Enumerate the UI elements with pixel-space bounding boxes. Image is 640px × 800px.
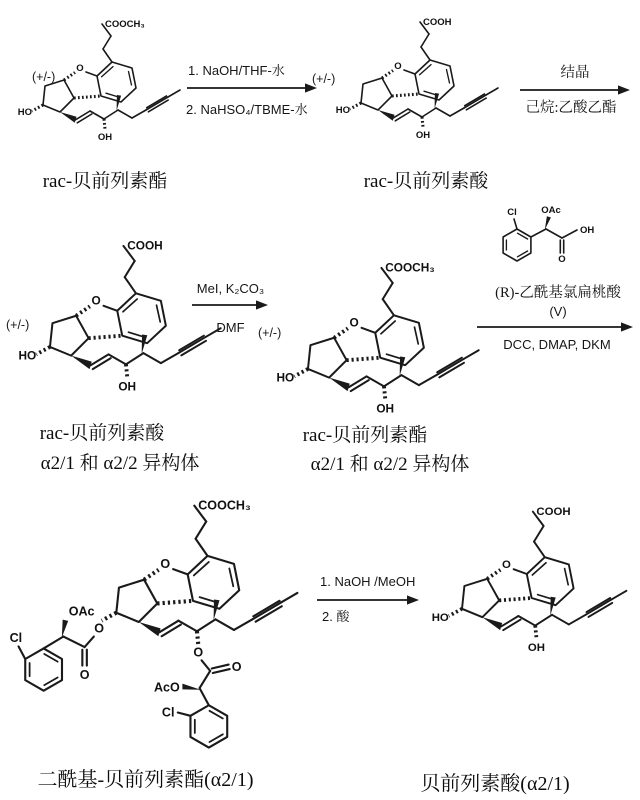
reaction-arrow-3 xyxy=(191,298,269,312)
structure-label-s4: rac-贝前列素酯 xyxy=(302,425,428,446)
cl-label: Cl xyxy=(161,705,175,720)
stereo-label-s1: (+/-) xyxy=(32,70,56,84)
reagent-v-number: (V) xyxy=(549,304,567,319)
reaction1-conditions-above: 1. NaOH/THF-水 xyxy=(188,63,285,78)
structure-rac-beraprost-acid-isomers xyxy=(6,236,231,398)
carbonyl-oxygen-label: O xyxy=(558,254,566,265)
reaction-arrow-2 xyxy=(519,83,631,97)
ester-oxygen-label: O xyxy=(193,645,204,660)
structure-label-s5: 二酰基-贝前列素酯(α2/1) xyxy=(37,769,254,791)
reaction5-conditions-above: 1. NaOH /MeOH xyxy=(320,574,416,589)
structure-sublabel-s4: α2/1 和 α2/2 异构体 xyxy=(310,454,470,475)
cl-label: Cl xyxy=(9,630,23,645)
chlorophenyl-ring xyxy=(190,705,227,747)
structure-label-s1: rac-贝前列素酯 xyxy=(42,171,168,192)
stereo-label-s3: (+/-) xyxy=(6,318,30,332)
structure-acetyl-chloromandelic-acid xyxy=(488,198,608,278)
acid-group-label: COOH xyxy=(423,17,452,28)
oac-label: OAc xyxy=(541,205,561,216)
benzene-ring xyxy=(503,229,531,261)
oh-label: OH xyxy=(415,130,431,141)
carbonyl-oxygen-label: O xyxy=(79,667,90,682)
oh-label: OH xyxy=(118,379,137,394)
ho-label: HO xyxy=(18,348,37,363)
structure-diacyl-beraprost-ester xyxy=(0,487,304,753)
aco-label: AcO xyxy=(153,680,180,695)
structure-sublabel-s3: α2/1 和 α2/2 异构体 xyxy=(40,453,200,474)
stereo-label-s4: (+/-) xyxy=(258,326,282,340)
reaction4-conditions-below: DCC, DMAP, DKM xyxy=(503,337,611,352)
oh-label: OH xyxy=(580,225,595,236)
ester-oxygen-label: O xyxy=(94,621,105,636)
carbonyl-oxygen-label: O xyxy=(231,659,242,674)
ester-group-label: COOCH₃ xyxy=(198,498,251,513)
reaction-scheme: O COOCH₃ HO OH (+/-) rac-贝前列素酯 1. NaOH/THF-水 2. NaHSO₄/TBME-水 COOH HO OH (+/-) rac-贝前列素酸 结晶 己烷:乙酸乙酯 COOH HO OH (+/-) rac-贝前列素酸 α2/1 和 α2/2 异构体 MeI, K₂CO₃ DMF COOCH₃ HO OH (+/-) rac-贝前列素酯 α2/1 和 α2/2 异构体 Cl OAc OH O (R)-乙酰基氯扁桃酸 (V) DCC, DMAP, DKM COOCH₃ O O OAc Cl O O AcO Cl 二酰基-贝前列素酯(α2/1) 1. NaOH /MeOH 2. 酸 COOH HO OH 贝前列素酸(α2/1) xyxy=(0,0,640,800)
reagent-v-label: (R)-乙酰基氯扁桃酸 xyxy=(495,285,621,301)
ho-label: HO xyxy=(431,611,449,624)
oac-label: OAc xyxy=(68,604,95,619)
structure-label-s3: rac-贝前列素酸 xyxy=(39,423,165,444)
reaction1-conditions-below: 2. NaHSO₄/TBME-水 xyxy=(186,102,308,117)
reaction-arrow-4 xyxy=(476,320,634,334)
reaction2-conditions-above: 结晶 xyxy=(560,65,590,81)
structure-label-s2: rac-贝前列素酸 xyxy=(363,171,489,192)
ho-label: HO xyxy=(276,370,295,385)
reaction5-conditions-below: 2. 酸 xyxy=(322,609,350,624)
ester-group-label: COOCH₃ xyxy=(105,19,145,30)
oh-label: OH xyxy=(376,401,395,416)
oh-label: OH xyxy=(97,132,113,143)
side-chain-mandelate-ester xyxy=(178,660,230,747)
ho-label: HO xyxy=(335,105,350,116)
oh-label: OH xyxy=(527,641,545,654)
structure-beraprost-acid xyxy=(420,502,636,658)
reaction2-conditions-below: 己烷:乙酸乙酯 xyxy=(525,100,617,116)
structure-label-s6: 贝前列素酸(α2/1) xyxy=(420,773,570,795)
reaction-arrow-5 xyxy=(316,593,420,607)
ho-label: HO xyxy=(17,107,32,118)
cl-label: Cl xyxy=(507,207,517,218)
acid-group-label: COOH xyxy=(536,506,571,519)
acid-group-label: COOH xyxy=(127,238,163,253)
chlorophenyl-ring xyxy=(25,648,62,690)
structure-rac-beraprost-acid xyxy=(326,14,506,144)
reaction3-conditions-above: MeI, K₂CO₃ xyxy=(196,281,265,296)
ester-group-label: COOCH₃ xyxy=(385,260,435,275)
reaction3-conditions-below: DMF xyxy=(216,320,245,335)
reaction-arrow-1 xyxy=(186,81,318,95)
stereo-label-s2: (+/-) xyxy=(312,72,336,86)
structure-rac-beraprost-ester-isomers xyxy=(264,258,489,420)
